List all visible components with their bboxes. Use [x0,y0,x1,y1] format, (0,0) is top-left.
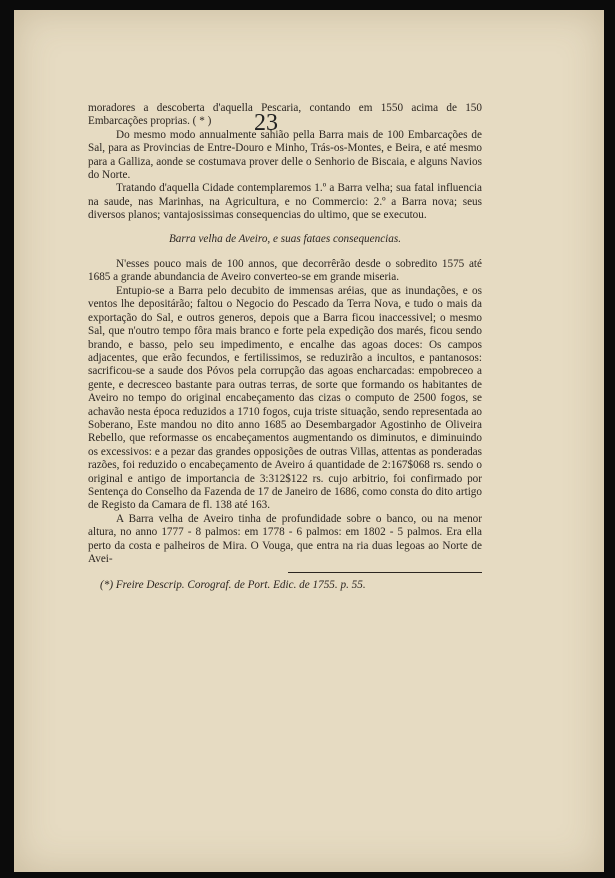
section-heading: Barra velha de Aveiro, e suas fataes consequencias. [168,232,402,245]
paragraph: A Barra velha de Aveiro tinha de profundidade sobre o banco, ou na menor altura, no anno 1777 - 8 palmos: em 1778 - 6 palmos: em 1802 - 5 palmos. Era ella perto da costa e palheiros de Mira. O Vouga, que entra na ria duas legoas ao Norte de Avei- [88,512,482,565]
page-number: 23 [254,110,278,136]
footnote: (*) Freire Descrip. Corograf. de Port. Edic. de 1755. p. 55. [100,579,366,592]
paragraph: N'esses pouco mais de 100 annos, que decorrêrão desde o sobredito 1575 até 1685 a grande abundancia de Aveiro converteo-se em grande miseria. [88,258,482,284]
paragraph: Entupio-se a Barra pelo decubito de immensas aréias, que as inundações, e os ventos lhe depositárão; faltou o Negocio do Pescado da Terra Nova, e tudo o mais da exportação do Sal, e outros generos, depois que a Barra ficou inaccessivel; o mesmo Sal, que n'outro tempo fôra mais branco e forte pela expedição dos marés, ficou sendo brando, e basso, pelo seu impedimento, e encalhe das agoas doces: Os campos adjacentes, que erão fecundos, e fertilissimos, se reduzirão a incultos, e pantanosos: sacrificou-se a saude dos Póvos pela corrupção das agoas encharcadas: empobreceo a gente, e decresceo bastante para outras terras, de sorte que formando os habitantes de Aveiro no tempo do original encabeçamento das cizas o computo de 2500 fogos, se achavão nesta época reduzidos a 1710 fogos, cuja triste situação, sendo representada ao Soberano, Este mandou no dito anno 1685 ao Desembargador Agostinho de Oliveira Rebello, que reformasse os encabeçamentos augmentando os diminutos, e diminuindo os excessivos: e a pezar das grandes opposições de outras Villas, attentas as ponderadas razões, foi reduzido o encabeçamento de Aveiro á quantidade de 2:167$068 rs. sendo o original e antigo de importancia de 3:312$122 rs. cujo arbitrio, foi confirmado por Sentença do Conselho da Fazenda de 17 de Janeiro de 1686, como consta do dito artigo de Registo da Camara de fl. 138 até 163. [88,284,482,512]
paragraph: Do mesmo modo annualmente sahião pella Barra mais de 100 Embarcações de Sal, para as Provincias de Entre-Douro e Minho, Trás-os-Montes, e Beira, e até mesmo para a Galliza, aonde se costumava prover delle o Senhorio de Biscaia, e alguns Navios do Norte. [88,128,482,182]
page-body [88,102,482,593]
document-page [14,10,604,872]
paragraph: Tratando d'aquella Cidade contemplaremos 1.º a Barra velha; sua fatal influencia na saude, nas Marinhas, na Agricultura, e no Commercio: 2.º a Barra nova; seus diversos planos; vantajosissimas consequencias do ultimo, que se executou. [88,182,482,222]
paragraph: moradores a descoberta d'aquella Pescaria, contando em 1550 acima de 150 Embarcações proprias. ( * ) [88,102,482,128]
footnote-divider [288,572,482,573]
